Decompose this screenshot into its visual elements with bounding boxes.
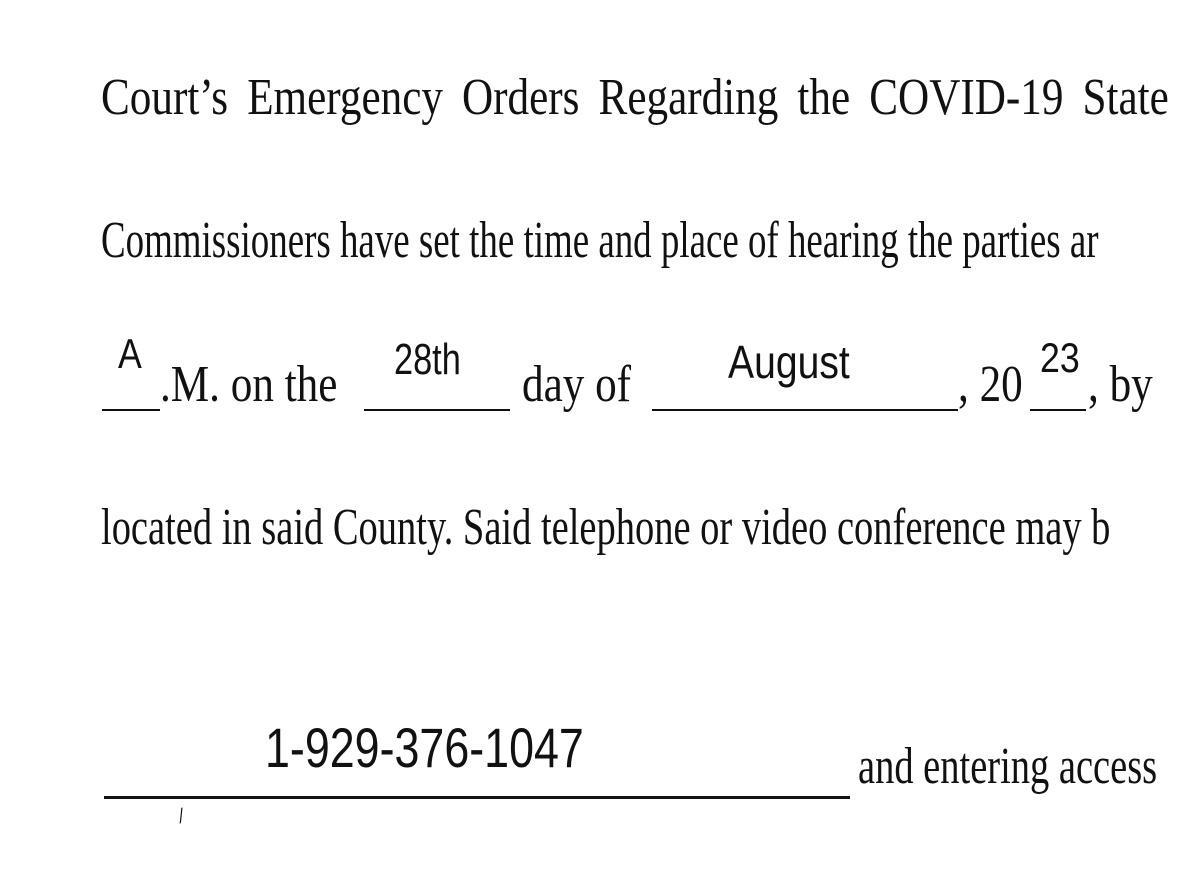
month-blank <box>652 409 958 411</box>
phone-number-value: 1-929-376-1047 <box>265 716 584 779</box>
text-line-2: Commissioners have set the time and place of hearing the parties ar <box>101 212 1099 269</box>
day-of-text: day of <box>522 356 632 413</box>
text-line-1: Court’s Emergency Orders Regarding the COVID-19 State <box>101 69 1169 126</box>
year-suffix-value: 23 <box>1040 334 1080 381</box>
month-value: August <box>728 336 850 388</box>
year-prefix-text: , 20 <box>958 356 1023 413</box>
day-blank <box>364 409 510 411</box>
text-line-4: located in said County. Said telephone or video conference may b <box>101 499 1111 556</box>
pen-mark: ⁄ <box>175 806 188 827</box>
meridiem-blank <box>102 409 160 411</box>
meridiem-value: A <box>118 330 142 377</box>
phone-blank <box>104 796 850 799</box>
text-line-6: and entering access <box>858 738 1158 795</box>
by-text: , by <box>1088 356 1153 413</box>
year-blank <box>1030 409 1086 411</box>
day-value: 28th <box>394 335 461 384</box>
meridiem-suffix-text: .M. on the <box>160 356 338 413</box>
